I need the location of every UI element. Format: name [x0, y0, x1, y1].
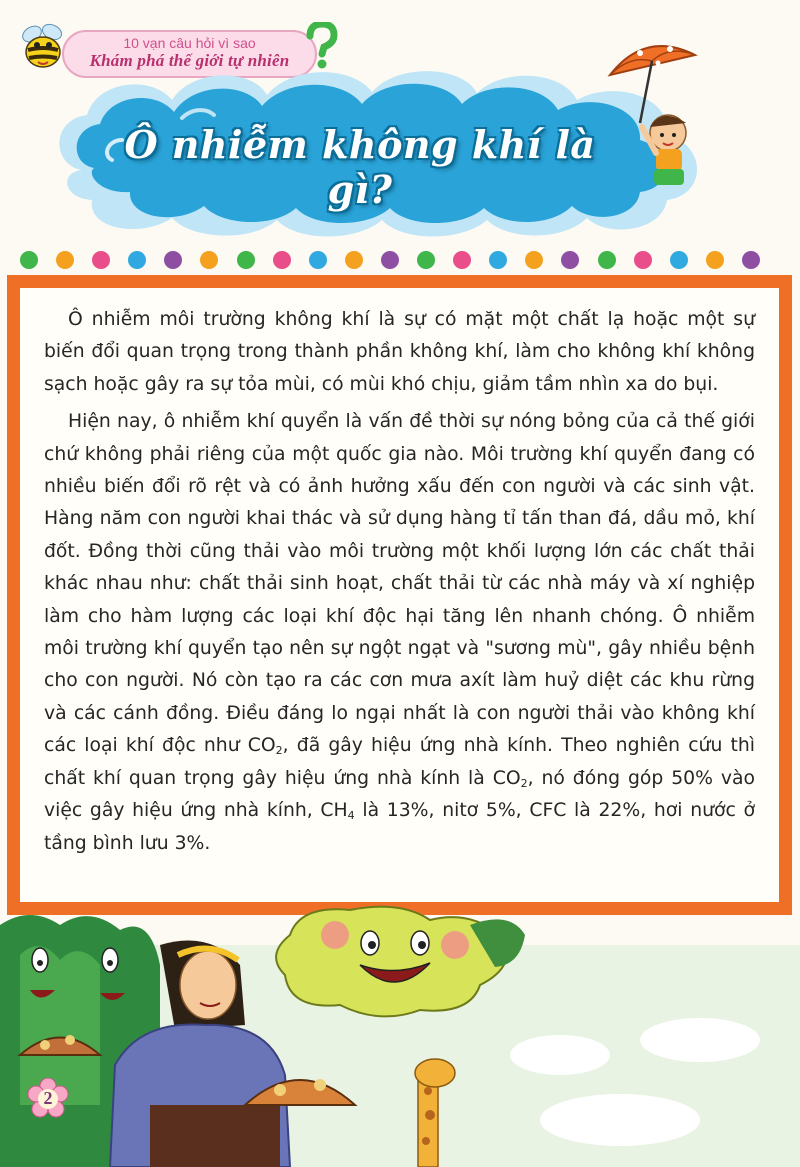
decorative-dot	[273, 251, 291, 269]
decorative-dot	[598, 251, 616, 269]
decorative-dot	[706, 251, 724, 269]
decorative-dot	[237, 251, 255, 269]
decorative-dot	[417, 251, 435, 269]
decorative-dot	[164, 251, 182, 269]
series-top-label: 10 vạn câu hỏi vì sao	[123, 35, 256, 51]
article-paragraph-2: Hiện nay, ô nhiễm khí quyển là vấn đề thời sự nóng bỏng của cả thế giới chứ không phải riêng của một quốc gia nào. Môi trường khí quyển đang có nhiều biến đổi rõ rệt và có ảnh hưởng xấu đến con người và các sinh vật. Hàng năm con người khai thác và sử dụng hàng tỉ tấn than đá, dầu mỏ, khí đốt. Đồng thời cũng thải vào môi trường một khối lượng lớn các chất thải khác nhau như: chất thải sinh hoạt, chất thải từ các nhà máy và xí nghiệp làm cho hàm lượng các loại khí độc hại tăng lên nhanh chóng. Ô nhiễm môi trường khí quyển tạo nên sự ngột ngạt và "sương mù", gây nhiều bệnh cho con người. Nó còn tạo ra các cơn mưa axít làm huỷ diệt các khu rừng và các cánh đồng. Điều đáng lo ngại nhất là con người thải vào không khí các loại khí độc như $CO_2$, đã gây hiệu ứng nhà kính. Theo nghiên cứu thì chất khí quan trọng gây hiệu ứng nhà kính là $CO_2$, nó đóng góp 50% vào việc gây hiệu ứng nhà kính, $CH_4$ là 13%, nitơ 5%, CFC là 22%, hơi nước ở tầng bình lưu 3%.	[44, 411, 755, 854]
bottom-cartoon-scene	[0, 905, 800, 1167]
decorative-dot	[489, 251, 507, 269]
page-title: Ô nhiễm không khí là gì?	[124, 122, 596, 212]
decorative-dot	[309, 251, 327, 269]
decorative-dot	[56, 251, 74, 269]
decorative-dot	[742, 251, 760, 269]
article-frame	[7, 275, 792, 915]
decorative-dot	[345, 251, 363, 269]
series-name-label: Khám phá thế giới tự nhiên	[89, 51, 290, 70]
decorative-dot	[92, 251, 110, 269]
subscript: 2	[275, 744, 283, 758]
decorative-dot	[453, 251, 471, 269]
article-body	[20, 288, 779, 902]
decorative-dot	[381, 251, 399, 269]
decorative-dot	[634, 251, 652, 269]
decorative-dot	[525, 251, 543, 269]
decorative-dot	[670, 251, 688, 269]
decorative-dot	[200, 251, 218, 269]
subscript: 2	[520, 776, 528, 790]
subscript: 4	[347, 809, 355, 823]
decorative-dot	[561, 251, 579, 269]
decorative-dot-row	[20, 249, 760, 271]
decorative-dot	[128, 251, 146, 269]
decorative-dot	[20, 251, 38, 269]
page-number: 2	[43, 1088, 53, 1108]
kid-with-umbrella-illustration	[600, 35, 710, 190]
article-paragraph-1: Ô nhiễm môi trường không khí là sự có mặt một chất lạ hoặc một sự biến đổi quan trọng trong thành phần không khí, làm cho không khí không sạch hoặc gây ra sự tỏa mùi, có mùi khó chịu, giảm tầm nhìn xa do bụi.	[44, 309, 755, 395]
